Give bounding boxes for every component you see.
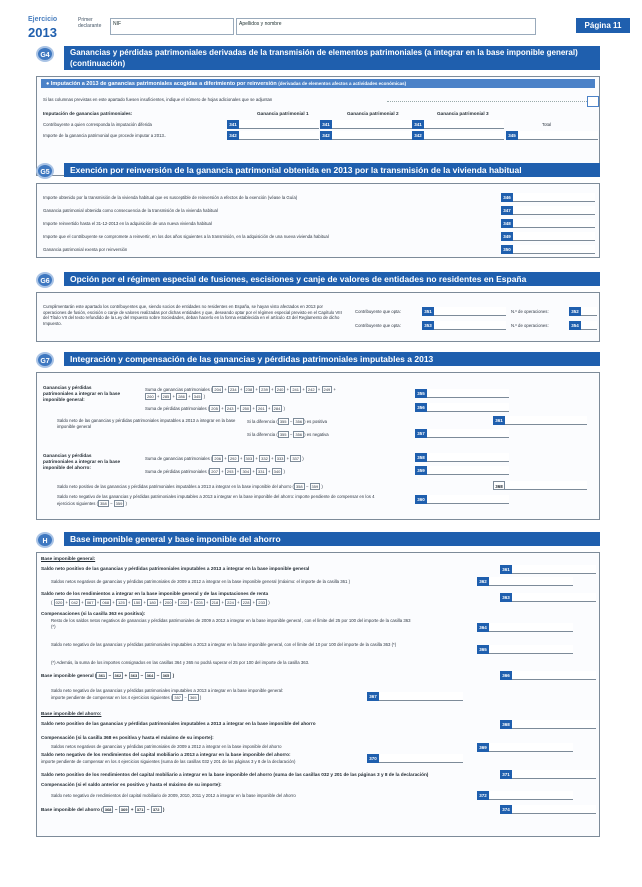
field-347[interactable] — [513, 206, 595, 215]
section-badge-g4: G4 — [36, 46, 54, 62]
field-357[interactable] — [427, 429, 509, 438]
l374-text: Base imponible del ahorro ( — [41, 807, 103, 812]
field-368[interactable] — [512, 720, 596, 729]
apellidos-field[interactable] — [236, 18, 536, 35]
code-346: 346 — [501, 193, 513, 202]
ref-box: 204 — [214, 387, 222, 392]
l361-label: Saldo neto positivo de las ganancias y pérdidas patrimoniales imputables a 2013 a integrar en la base imponible general — [41, 566, 310, 571]
l366-label: Base imponible general ( 361 − 362 + 363 − 364 − 365 ) — [41, 673, 175, 678]
l362-label: Saldos netos negativos de ganancias y pérdidas patrimoniales de 2009 a 2012 a integrar en la base imponible general (máximo: el importe de la casilla 361 ) — [51, 579, 351, 584]
code-342: 342 — [227, 131, 239, 140]
col-header-3: Ganancia patrimonial 3 — [437, 111, 489, 116]
field-341-3[interactable] — [424, 120, 504, 129]
section-title-g7: Integración y compensación de las ganancias y pérdidas patrimoniales imputables a 2013 — [64, 352, 600, 366]
suma-perdidas-text: Suma de pérdidas patrimoniales ( — [145, 406, 210, 411]
compensaciones-label: Compensaciones (si la casilla 363 es positiva): — [41, 611, 146, 616]
code-370: 370 — [367, 754, 379, 763]
code-369: 369 — [477, 743, 489, 752]
field-370[interactable] — [379, 754, 463, 763]
nif-field[interactable] — [110, 18, 234, 35]
ref-box: 203 — [195, 600, 203, 605]
saldo-neg-text: Saldo neto negativo de las ganancias y pérdidas patrimoniales imputables a 2013 a integrar en la base imponible del ahorro: importe pendiente de compensar en los 4 ejercicios siguientes ( — [57, 494, 375, 506]
h-note: (*) Además, la suma de los importes consignados en las casillas 364 y 365 no podrá superar el 25 por 100 del importe de la casilla 363. — [51, 660, 310, 665]
imputacion-label: Imputación de ganancias patrimoniales: — [43, 111, 133, 116]
g5-row-346-label: Importe obtenido por la transmisión de la vivienda habitual que es susceptible de reinversión a efectos de la exención (véase la Guía) — [43, 195, 298, 200]
section-g6 — [36, 272, 600, 342]
code-350: 350 — [501, 245, 513, 254]
saldo-pos-ahorro: Saldo neto positivo de las ganancias y pérdidas patrimoniales imputables a 2013 a integrar en la base imponible del ahorro ( 358 − 359 ) — [57, 484, 323, 489]
field-362[interactable] — [489, 577, 573, 586]
g7-general-label: Ganancias y pérdidas patrimoniales a integrar en la base imponible general: — [43, 385, 121, 402]
ref-box: 362 — [114, 673, 122, 678]
ref-box: 332 — [261, 456, 268, 461]
l370b-label: importe pendiente de compensar en los 4 ejercicios siguientes (suma de las casillas 032 y 201 de las páginas 3 y 8 de la declaración) — [41, 759, 296, 764]
field-372[interactable] — [489, 791, 573, 800]
code-347: 347 — [501, 206, 513, 215]
opt-label-351: Contribuyente que opta: — [355, 309, 401, 314]
ref-box: 359 — [311, 484, 319, 489]
l370a-label: Saldo neto negativo de los rendimientos del capital mobiliario a 2013 a integrar en la base imponible del ahorro: — [41, 752, 291, 757]
section-badge-h: H — [36, 532, 54, 548]
l371-label: Saldo neto positivo de los rendimientos del capital mobiliario a integrar en la base imponible del ahorro (suma de las casillas 032 y 201 de las páginas 3 y 8 de la declaración) — [41, 772, 429, 777]
field-341-2[interactable] — [332, 120, 412, 129]
ref-box: 303 — [245, 456, 253, 461]
ref-box: 240 — [276, 387, 284, 392]
l374-label: Base imponible del ahorro ( 368 − 369 + 371 − 372 ) — [41, 807, 165, 812]
ref-box: 337 — [292, 456, 300, 461]
code-353: 353 — [422, 321, 434, 330]
ref-box: 241 — [292, 387, 300, 392]
section-g5 — [36, 163, 600, 258]
code-355: 355 — [415, 389, 427, 398]
ref-box: 359 — [115, 500, 123, 506]
field-356[interactable] — [427, 403, 509, 412]
g5-row-350-label: Ganancia patrimonial exenta por reinversión — [43, 247, 128, 252]
field-358[interactable] — [427, 453, 509, 462]
ref-box: 206 — [214, 456, 222, 461]
field-366[interactable] — [512, 671, 596, 680]
g6-text: Cumplimentarán este apartado los contribuyentes que, siendo socios de entidades no residentes en España, se hayan visto afectados en 2013 por operaciones de fusión, escisión o canje de valores realizadas por dichas entidades y que, deseando optar por el régimen especial previsto en el Capítulo VIII del Título VII del texto refundido de la Ley del Impuesto sobre Sociedades, deban hacerlo en la forma establecida en el artículo 43 del Reglamento de dicho Impuesto. — [43, 304, 342, 326]
ref-box: 364 — [146, 673, 154, 678]
l367-text: Saldo neto negativo de las ganancias y pérdidas patrimoniales imputables a 2013 a integrar en la base imponible general: importe pendiente de compensar en los 4 ejercicios siguientes ( — [51, 688, 284, 700]
field-361[interactable] — [512, 565, 596, 574]
saldo-pos-text: Saldo neto positivo de las ganancias y pérdidas patrimoniales imputables a 2013 a integrar en la base imponible del ahorro ( — [57, 484, 294, 489]
page-header — [28, 16, 622, 40]
saldo-neg-ahorro: Saldo neto negativo de las ganancias y pérdidas patrimoniales imputables a 2013 a integrar en la base imponible del ahorro: importe pendiente de compensar en los 4 ejercicios siguientes ( 358 − 359 ) — [57, 494, 375, 506]
ref-box: 361 — [98, 673, 106, 678]
code-352: 352 — [569, 307, 581, 316]
ref-box: 207 — [211, 469, 218, 474]
ref-box: 180 — [149, 600, 156, 605]
l366-text: Base imponible general ( — [41, 673, 97, 678]
field-342-2[interactable] — [332, 131, 412, 140]
l363-refs: ( 020 + 042 + 067 + 068 + 125 + 150 + 180 + 200 + 202 + 203 + 218 + 224 + 228 + 233 ) — [51, 600, 270, 605]
ref-box: 260 — [147, 394, 154, 399]
field-346[interactable] — [513, 193, 595, 202]
ref-box: 345 — [193, 394, 201, 399]
ref-box: 249 — [323, 387, 331, 392]
code-367: 367 — [367, 692, 379, 701]
field-353[interactable] — [434, 321, 506, 330]
ref-box: 365 — [162, 673, 170, 678]
field-371[interactable] — [512, 770, 596, 779]
code-341: 341 — [320, 120, 332, 129]
field-342-3[interactable] — [424, 131, 504, 140]
field-363[interactable] — [512, 593, 596, 602]
section-badge-g5: G5 — [36, 163, 54, 179]
suma-ganancias-ahorro: Suma de ganancias patrimoniales ( 206 + 292 + 303 + 332 + 333 + 337 ) — [145, 456, 304, 461]
g5-box — [36, 183, 600, 258]
g6-box — [36, 292, 600, 342]
section-h — [36, 532, 600, 837]
ref-box: 358 — [295, 484, 303, 489]
suma-perdidas-ahorro: Suma de pérdidas patrimoniales ( 207 + 293 + 304 + 331 + 340 ) — [145, 469, 285, 474]
si-dif-pos: Si la diferencia ( 355 − 356 ) es positiva — [247, 419, 328, 424]
saldo-neto-label: Saldo neto de las ganancias y pérdidas patrimoniales imputables a 2013 a integrar en la base imponible general — [57, 418, 236, 429]
code-360: 360 — [415, 495, 427, 504]
ref-box: 150 — [133, 600, 141, 605]
g5-row-348-label: Importe reinvertido hasta el 31-12-2013 en la adquisición de una nueva vivienda habitual — [43, 221, 212, 226]
ref-box: 020 — [55, 600, 63, 605]
code-351: 351 — [422, 307, 434, 316]
suma-perdidas-text: Suma de pérdidas patrimoniales ( — [145, 469, 210, 474]
suma-perdidas-label: Suma de pérdidas patrimoniales ( 205 + 243 + 250 + 261 + 284 ) — [145, 406, 285, 411]
code-362: 362 — [477, 577, 489, 586]
g4-note: Si las columnas previstas en este apartado fuesen insuficientes, indique el número de hojas adicionales que se adjuntan — [43, 97, 273, 102]
code-345: 345 — [506, 131, 518, 140]
ejercicio-label: Ejercicio — [28, 16, 58, 23]
code-342: 342 — [320, 131, 332, 140]
field-364[interactable] — [489, 623, 573, 632]
dots — [387, 101, 587, 102]
l367-label: Saldo neto negativo de las ganancias y pérdidas patrimoniales imputables a 2013 a integrar en la base imponible general: importe pendiente de compensar en los 4 ejercicios siguientes ( 357 − 365 ) — [51, 688, 284, 700]
section-title-g5: Exención por reinversión de la ganancia patrimonial obtenida en 2013 por la transmisión de la vivienda habitual — [64, 163, 600, 177]
ref-box: 371 — [136, 807, 144, 812]
ref-box: 250 — [242, 406, 250, 411]
code-359: 359 — [415, 466, 427, 475]
code-341: 341 — [227, 120, 239, 129]
h-box — [36, 552, 600, 837]
ref-box: 205 — [211, 406, 218, 411]
si-dif-neg-text: ) es negativa — [304, 432, 329, 437]
ref-box: 286 — [178, 394, 185, 399]
g7-ahorro-label: Ganancias y pérdidas patrimoniales a integrar en la base imponible del ahorro: — [43, 453, 121, 470]
ref-box: 369 — [120, 807, 128, 812]
g4-row2-label: Importe de la ganancia patrimonial que procede imputar a 2013.. — [43, 133, 167, 138]
section-badge-g6: G6 — [36, 272, 54, 288]
field-367[interactable] — [379, 692, 463, 701]
section-title-g4: Ganancias y pérdidas patrimoniales derivadas de la transmisión de elementos patrimoniales (a integrar en la base imponible general) (continuación) — [64, 46, 600, 70]
code-354: 354 — [569, 321, 581, 330]
code-368: 368 — [500, 720, 512, 729]
si-dif-pos-text: ) es positiva — [304, 419, 328, 424]
g4-sub-small: (derivadas de elementos afectos a actividades económicas) — [278, 81, 407, 86]
col-header-2: Ganancia patrimonial 2 — [347, 111, 399, 116]
si-dif-text: Si la diferencia ( — [247, 419, 278, 424]
g4-subtitle: ● Imputación a 2013 de ganancias patrimoniales acogidas a diferimiento por reinversión (derivadas de elementos afectos a actividades económicas) — [41, 79, 595, 88]
comp3-label: Compensación (si el saldo anterior es positivo y hasta el máximo de su importe): — [41, 782, 222, 787]
col-header-1: Ganancia patrimonial 1 — [257, 111, 309, 116]
suma-ganancias-label: Suma de ganancias patrimoniales ( 204 + 234 + 238 + 239 + 240 + 241 + 242 + 249 + — [145, 387, 336, 392]
ref-box: 293 — [226, 469, 234, 474]
ref-box: 068 — [102, 600, 110, 605]
field-342-1[interactable] — [239, 131, 319, 140]
code-374: 374 — [500, 805, 512, 814]
ref-box: 304 — [242, 469, 250, 474]
field-341-1[interactable] — [239, 120, 319, 129]
ref-box: 238 — [245, 387, 253, 392]
ba-label: Base imponible del ahorro: — [41, 711, 102, 716]
page-number: Página 11 — [576, 18, 630, 33]
nif-label: NIF — [113, 21, 122, 27]
ref-box: 358 — [100, 500, 107, 506]
section-title-h: Base imponible general y base imponible del ahorro — [64, 532, 600, 546]
field-365[interactable] — [489, 645, 573, 654]
ref-box: 355 — [279, 419, 287, 424]
code-363: 363 — [500, 593, 512, 602]
ref-box: 243 — [226, 406, 234, 411]
si-dif-text: Si la diferencia ( — [247, 432, 278, 437]
code-361: 361 — [500, 565, 512, 574]
ref-box: 357 — [174, 694, 182, 700]
code-358: 358 — [415, 453, 427, 462]
apellidos-label: Apellidos y nombre — [239, 21, 282, 27]
g4-box — [36, 76, 600, 176]
field-349[interactable] — [513, 232, 595, 241]
field-354[interactable] — [581, 321, 597, 330]
section-title-g6: Opción por el régimen especial de fusiones, escisiones y canje de valores de entidades no residentes en España — [64, 272, 600, 286]
field-369[interactable] — [489, 743, 573, 752]
ref-box: 331 — [258, 469, 265, 474]
code-371: 371 — [500, 770, 512, 779]
code-366: 366 — [500, 671, 512, 680]
field-368-ref[interactable] — [505, 481, 587, 490]
ref-box: 355 — [279, 432, 287, 437]
l369-label: Saldos netos negativos de ganancias y pérdidas patrimoniales de 2009 a 2012 a integrar en la base imponible del ahorro — [51, 744, 282, 749]
ref-box: 218 — [211, 600, 219, 605]
ref-box: 233 — [258, 600, 266, 605]
ref-box: 365 — [189, 694, 197, 700]
code-348: 348 — [501, 219, 513, 228]
field-350[interactable] — [513, 245, 595, 254]
field-345[interactable] — [518, 131, 598, 140]
ref-box: 224 — [227, 600, 234, 605]
ref-box: 363 — [130, 673, 138, 678]
l368-label: Saldo neto positivo de las ganancias y pérdidas patrimoniales imputables a 2013 a integrar en la base imponible del ahorro — [41, 721, 316, 726]
code-372: 372 — [477, 791, 489, 800]
ref-box: 242 — [307, 387, 315, 392]
g4-sub-main: Imputación a 2013 de ganancias patrimoniales acogidas a diferimiento por reinversión — [50, 81, 277, 87]
l372-label: Saldo neto negativo de rendimientos del capital mobiliario de 2009, 2010, 2011 y 2012 a integrar en la base imponible del ahorro — [51, 793, 296, 798]
field-374[interactable] — [512, 805, 596, 814]
field-360[interactable] — [427, 495, 509, 504]
primer-declarante-label: Primer declarante — [78, 17, 102, 29]
field-351[interactable] — [434, 307, 506, 316]
code-341: 341 — [412, 120, 424, 129]
field-359[interactable] — [427, 466, 509, 475]
l364-label: Resto de los saldos netos negativos de ganancias y pérdidas patrimoniales de 2009 a 2012 a integrar en la base imponible general , con el límite del 25 por 100 del importe de la casilla 363 (*) — [51, 618, 411, 629]
code-349: 349 — [501, 232, 513, 241]
l363-label: Saldo neto de los rendimientos a integrar en la base imponible general y de las imputaciones de renta — [41, 591, 269, 596]
ref-box: 261 — [258, 406, 265, 411]
ref-box: 067 — [86, 600, 94, 605]
ref-box: 202 — [180, 600, 188, 605]
nops-label-354: N.º de operaciones: — [511, 323, 549, 328]
field-361[interactable] — [505, 416, 587, 425]
ref-box: 228 — [242, 600, 250, 605]
ref-box: 239 — [261, 387, 268, 392]
field-352[interactable] — [581, 307, 597, 316]
suma-ganancias-text: Suma de ganancias patrimoniales ( — [145, 456, 213, 461]
si-dif-neg: Si la diferencia ( 355 − 356 ) es negativa — [247, 432, 329, 437]
code-357: 357 — [415, 429, 427, 438]
code-356: 356 — [415, 403, 427, 412]
opt-label-353: Contribuyente que opta: — [355, 323, 401, 328]
ref-box: 125 — [118, 600, 125, 605]
ref-box: 372 — [152, 807, 160, 812]
ref-box: 333 — [276, 456, 284, 461]
ref-box: 340 — [273, 469, 281, 474]
ref-box: 042 — [71, 600, 78, 605]
section-g4 — [36, 46, 600, 146]
g4-row1-label: Contribuyente a quien corresponda la imputación diferida — [43, 122, 152, 127]
code-361: 361 — [493, 416, 505, 425]
ref-box: 284 — [273, 406, 281, 411]
code-364: 364 — [477, 623, 489, 632]
ref-box: 368 — [104, 807, 112, 812]
g5-row-347-label: Ganancia patrimonial obtenida como consecuencia de la transmisión de la vivienda habitual — [43, 208, 218, 213]
ref-box: 292 — [229, 456, 237, 461]
suma-ganancias-text: Suma de ganancias patrimoniales ( — [145, 387, 213, 392]
nops-label-352: N.º de operaciones: — [511, 309, 549, 314]
section-badge-g7: G7 — [36, 352, 54, 368]
suma-ganancias-cont: 260 + 285 + 286 + 345 ) — [147, 394, 206, 399]
code-342: 342 — [412, 131, 424, 140]
total-label: Total — [542, 122, 552, 127]
comp2-label: Compensación (si la casilla 368 es positiva y hasta el máximo de su importe): — [41, 735, 214, 740]
l365-label: Saldo neto negativo de las ganancias y pérdidas patrimoniales imputables a 2013 a integrar en la base imponible general, con el límite del 10 por 100 del importe de la casilla 363 (*) — [51, 642, 397, 647]
g5-row-349-label: Importe que el contribuyente se compromete a reinvertir, en los dos años siguientes a la transmisión, en la adquisición de una nueva vivienda habitual — [43, 234, 329, 239]
ref-box: 356 — [295, 432, 303, 437]
field-348[interactable] — [513, 219, 595, 228]
hojas-adicionales-input[interactable] — [587, 96, 599, 107]
bg-label: Base imponible general: — [41, 556, 96, 561]
section-g7 — [36, 352, 600, 522]
ref-box: 356 — [295, 419, 303, 424]
field-355[interactable] — [427, 389, 509, 398]
ref-box: 234 — [229, 387, 237, 392]
code-365: 365 — [477, 645, 489, 654]
code-368: 368 — [493, 481, 505, 490]
ref-box: 200 — [164, 600, 172, 605]
g7-box — [36, 372, 600, 520]
ref-box: 285 — [162, 394, 170, 399]
year: 2013 — [28, 25, 57, 40]
